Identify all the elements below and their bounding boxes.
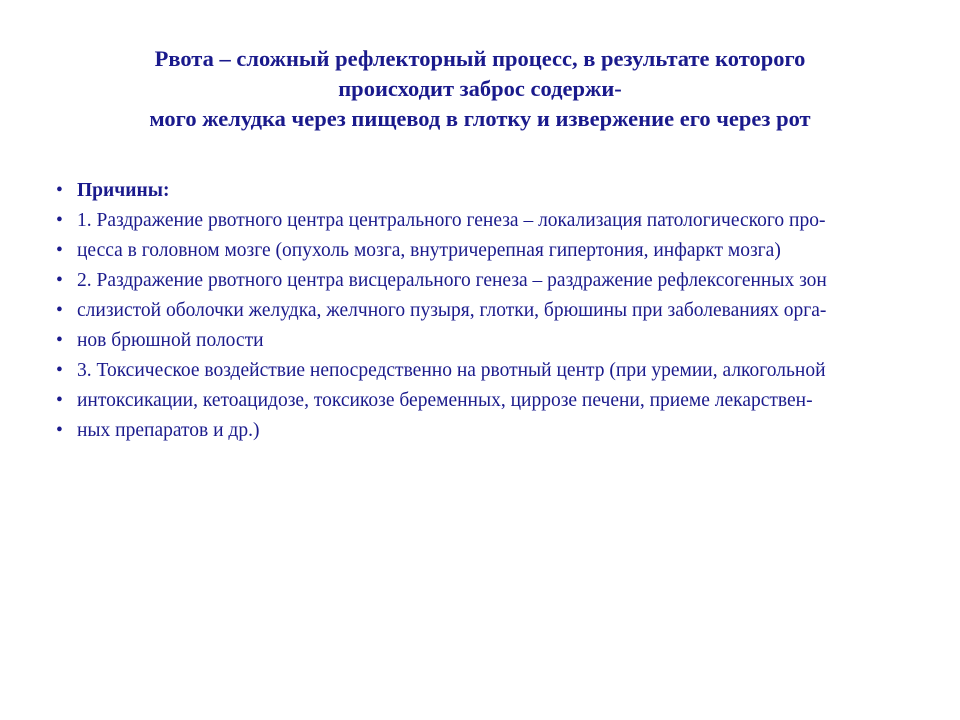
bullet-item [56, 328, 916, 354]
bullet-dot-icon: • [56, 390, 63, 411]
bullet-text: Причины: [77, 180, 170, 201]
bullet-dot-icon: • [56, 360, 63, 381]
bullet-dot-icon: • [56, 240, 63, 261]
bullet-text: 2. Раздражение рвотного центра висцерального генеза – раздражение рефлексогенных зон [77, 270, 827, 291]
bullet-dot-icon: • [56, 420, 63, 441]
bullet-item [56, 388, 916, 414]
bullet-item [56, 358, 916, 384]
bullet-text: цесса в головном мозге (опухоль мозга, внутричерепная гипертония, инфаркт мозга) [77, 240, 781, 261]
bullet-dot-icon: • [56, 330, 63, 351]
bullet-text: ных препаратов и др.) [77, 420, 260, 441]
slide-title [60, 44, 900, 134]
bullet-list [56, 178, 916, 448]
bullet-dot-icon: • [56, 210, 63, 231]
bullet-dot-icon: • [56, 180, 63, 201]
bullet-text: нов брюшной полости [77, 330, 264, 351]
bullet-text: интоксикации, кетоацидозе, токсикозе беременных, циррозе печени, приеме лекарствен- [77, 390, 813, 411]
bullet-item [56, 298, 916, 324]
bullet-item [56, 238, 916, 264]
title-line-2: происходит заброс содержи- [338, 76, 622, 101]
bullet-text: 1. Раздражение рвотного центра центрального генеза – локализация патологического про- [77, 210, 826, 231]
bullet-item [56, 208, 916, 234]
bullet-item [56, 418, 916, 444]
title-line-1: Рвота – сложный рефлекторный процесс, в результате которого [154, 46, 806, 71]
bullet-dot-icon: • [56, 270, 63, 291]
bullet-text: 3. Токсическое воздействие непосредственно на рвотный центр (при уремии, алкогольной [77, 360, 826, 381]
bullet-dot-icon: • [56, 300, 63, 321]
bullet-text: слизистой оболочки желудка, желчного пузыря, глотки, брюшины при заболеваниях орга- [77, 300, 827, 321]
title-line-3: мого желудка через пищевод в глотку и извержение его через рот [149, 106, 811, 131]
bullet-item-causes-heading [56, 178, 916, 204]
bullet-item [56, 268, 916, 294]
